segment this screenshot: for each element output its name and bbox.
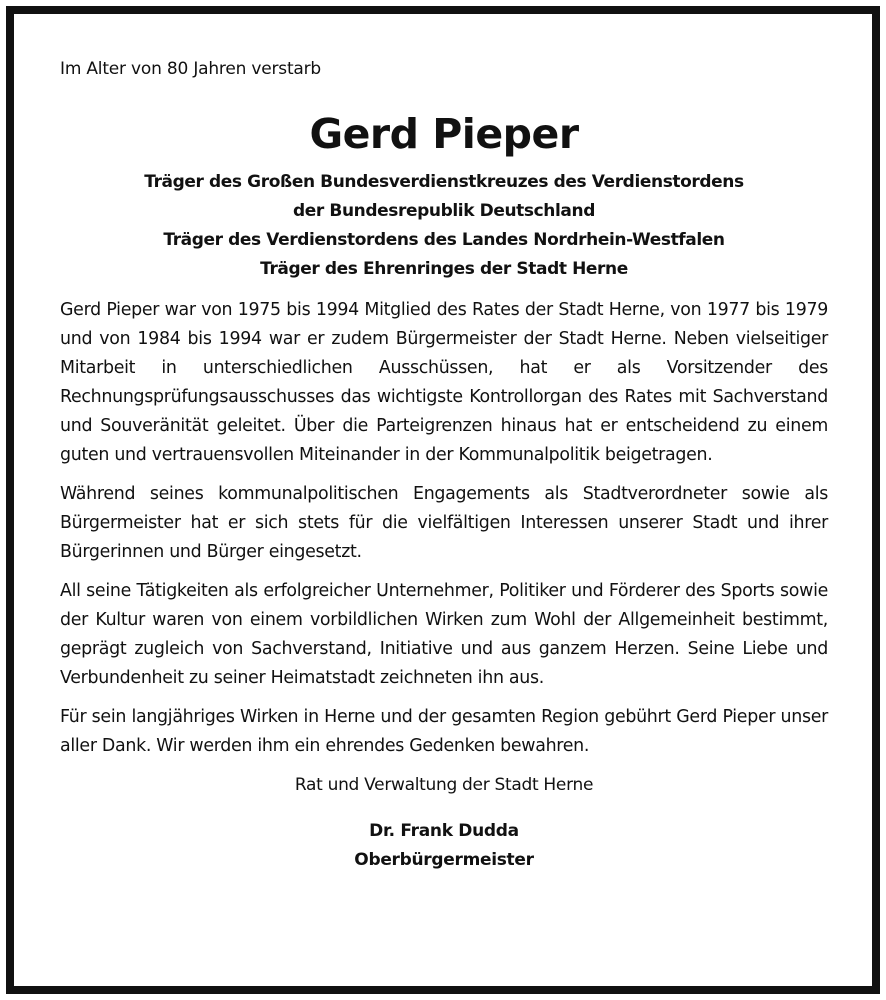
honors-list [60, 168, 828, 284]
intro-line: Im Alter von 80 Jahren verstarb [60, 59, 322, 79]
signer-block [60, 817, 828, 875]
obituary-content [60, 58, 828, 875]
body-paragraph: Für sein langjähriges Wirken in Herne und der gesamten Region gebührt Gerd Pieper unser aller Dank. Wir werden ihm ein ehrendes Gedenken bewahren. [60, 707, 828, 756]
body-paragraph: Während seines kommunalpolitischen Engagements als Stadtverordneter sowie als Bürgermeister hat er sich stets für die vielfältigen Interessen unserer Stadt und ihrer Bürgerinnen und Bürger eingesetzt. [60, 484, 828, 562]
obituary-frame [6, 6, 880, 994]
signer-name: Dr. Frank Dudda [369, 821, 519, 841]
honor-line: Träger des Verdienstordens des Landes Nordrhein-Westfalen [163, 230, 725, 250]
body-text [60, 296, 828, 761]
body-paragraph: Gerd Pieper war von 1975 bis 1994 Mitglied des Rates der Stadt Herne, von 1977 bis 1979 und von 1984 bis 1994 war er zudem Bürgermeister der Stadt Herne. Neben vielseitiger Mitarbeit in unterschiedlichen Ausschüssen, hat er als Vorsitzender des Rechnungsprüfungsausschusses das wichtigste Kontrollorgan des Rates mit Sachverstand und Souveränität geleitet. Über die Parteigrenzen hinaus hat er entscheidend zu einem guten und vertrauensvollen Miteinander in der Kommunalpolitik beigetragen. [60, 300, 828, 465]
signer-title: Oberbürgermeister [354, 850, 534, 870]
honor-line: Träger des Großen Bundesverdienstkreuzes des Verdienstordens [144, 172, 744, 192]
honor-line: Träger des Ehrenringes der Stadt Herne [260, 259, 628, 279]
signing-organization: Rat und Verwaltung der Stadt Herne [294, 775, 594, 795]
body-paragraph: All seine Tätigkeiten als erfolgreicher Unternehmer, Politiker und Förderer des Sports sowie der Kultur waren von einem vorbildlichen Wirken zum Wohl der Allgemeinheit bestimmt, geprägt zugleich von Sachverstand, Initiative und aus ganzem Herzen. Seine Liebe und Verbundenheit zu seiner Heimatstadt zeichneten ihn aus. [60, 581, 828, 688]
honor-line: der Bundesrepublik Deutschland [293, 201, 595, 221]
deceased-name: Gerd Pieper [309, 110, 579, 158]
